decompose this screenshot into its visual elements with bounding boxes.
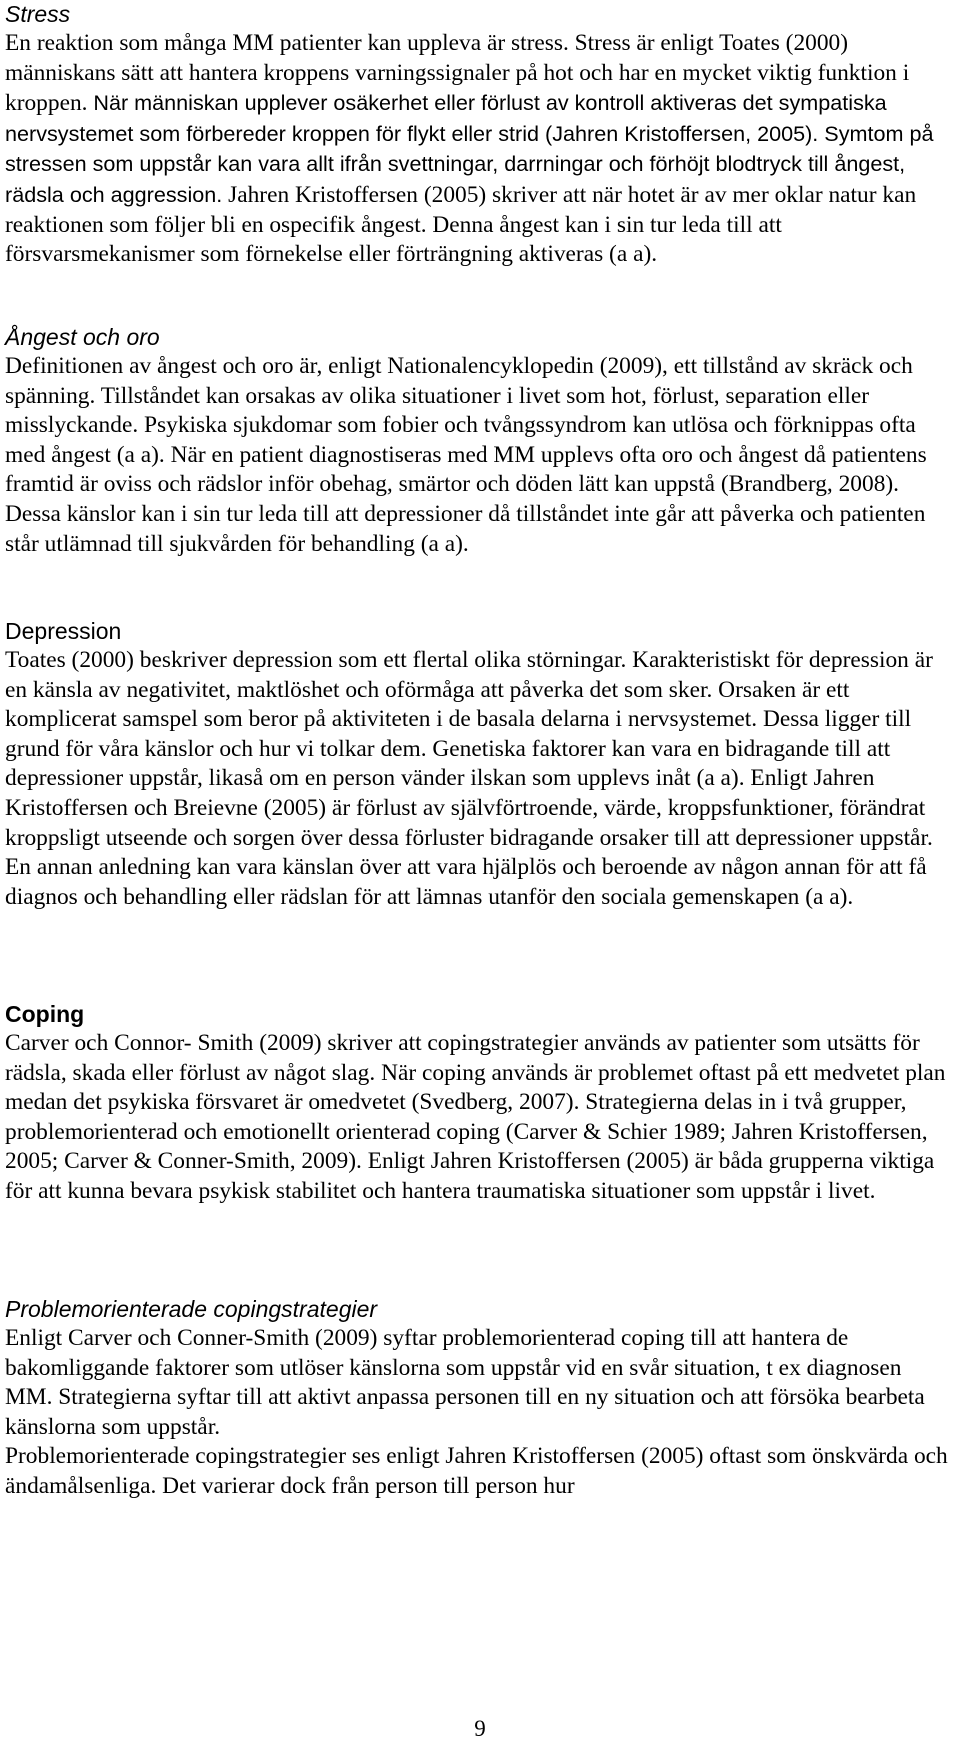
paragraph-stress: [5, 29, 950, 270]
stress-text-1: En reaktion som många MM patienter kan uppleva är stress. Stress är enligt Toates (2000) människans sätt att hantera kroppens varningssignaler på hot och har en mycket viktig funktion i kroppen.: [5, 30, 910, 117]
paragraph-problemorienterade: Enligt Carver och Conner-Smith (2009) syftar problemorienterad coping till att hantera de bakomliggande faktorer som utlöser känslorna som uppstår vid en svår situation, t ex diagnosen MM. Strategierna syftar till att aktivt anpassa personen till en ny situation och att försöka bearbeta känslorna som uppstår.: [5, 1325, 925, 1440]
section-problemorienterade: [5, 1295, 950, 1502]
paragraph-angest: Definitionen av ångest och oro är, enligt Nationalencyklopedin (2009), ett tillstånd av skräck och spänning. Tillståndet kan orsakas av olika situationer i livet som hot, förlust, separation eller misslyckande. Psykiska sjukdomar som fobier och tvångssyndrom kan utlösa och förknippas ofta med ångest (a a). När en patient diagnostiseras med MM upplevs ofta oro och ångest då patientens framtid är oviss och rädslor inför obehag, smärtor och döden lätt kan uppstå (Brandberg, 2008). Dessa känslor kan i sin tur leda till att depressioner då tillståndet inte går att påverka och patienten står utlämnad till sjukvården för behandling (a a).: [5, 353, 927, 557]
section-coping: [5, 1000, 950, 1207]
section-angest: [5, 323, 950, 559]
heading-problemorienterade: Problemorienterade copingstrategier: [5, 1296, 378, 1322]
heading-coping: Coping: [5, 1001, 85, 1027]
paragraph-depression: Toates (2000) beskriver depression som ett flertal olika störningar. Karakteristiskt för depression är en känsla av negativitet, maktlöshet och oförmåga att påverka det som sker. Orsaken är ett komplicerat samspel som beror på aktiviteten i de basala delarna i nervsystemet. Dessa ligger till grund för våra känslor och hur vi tolkar dem. Genetiska faktorer kan vara en bidragande till att depressioner uppstår, likaså om en person vänder ilskan som upplevs inåt (a a). Enligt Jahren Kristoffersen och Breievne (2005) är förlust av självförtroende, värde, kroppsfunktioner, förändrat kroppsligt utseende och sorgen över dessa förluster bidragande orsaker till att depressioner uppstår. En annan anledning kan vara känslan över att vara hjälplös och beroende av någon annan för att få diagnos och behandling eller rädslan för att lämnas utanför den sociala gemenskapen (a a).: [5, 647, 933, 910]
paragraph-coping: Carver och Connor- Smith (2009) skriver att copingstrategier används av patienter som utsätts för rädsla, skada eller förlust av något slag. När coping används är problemet oftast på ett medvetet plan medan det psykiska försvaret är omedvetet (Svedberg, 2007). Strategierna delas in i två grupper, problemorienterad och emotionellt orienterad coping (Carver & Schier 1989; Jahren Kristoffersen, 2005; Carver & Conner-Smith, 2009). Enligt Jahren Kristoffersen (2005) är båda grupperna viktiga för att kunna bevara psykisk stabilitet och hantera traumatiska situationer som uppstår i livet.: [5, 1030, 946, 1204]
paragraph-problemorienterade-2: Problemorienterade copingstrategier ses enligt Jahren Kristoffersen (2005) oftast som önskvärda och ändamålsenliga. Det varierar dock från person till person hur: [5, 1443, 948, 1499]
page-number: 9: [474, 1716, 486, 1741]
stress-text-2: När människan upplever osäkerhet eller förlust av kontroll aktiveras det sympatiska nervsystemet som förbereder kroppen för flykt eller strid (Jahren Kristoffersen, 2005). Symtom på stressen som uppstår kan vara allt ifrån svettningar, darrningar och förhöjt blodtryck till ångest, rädsla och aggression.: [5, 90, 934, 207]
section-depression: [5, 617, 950, 912]
section-stress: [5, 0, 950, 270]
heading-stress: Stress: [5, 1, 71, 27]
heading-depression: Depression: [5, 618, 122, 644]
heading-angest: Ångest och oro: [5, 324, 160, 350]
stress-text-3: Jahren Kristoffersen (2005) skriver att när hotet är av mer oklar natur kan reaktionen som följer bli en ospecifik ångest. Denna ångest kan i sin tur leda till att försvarsmekanismer som förnekelse eller förträngning aktiveras (a a).: [5, 181, 917, 268]
